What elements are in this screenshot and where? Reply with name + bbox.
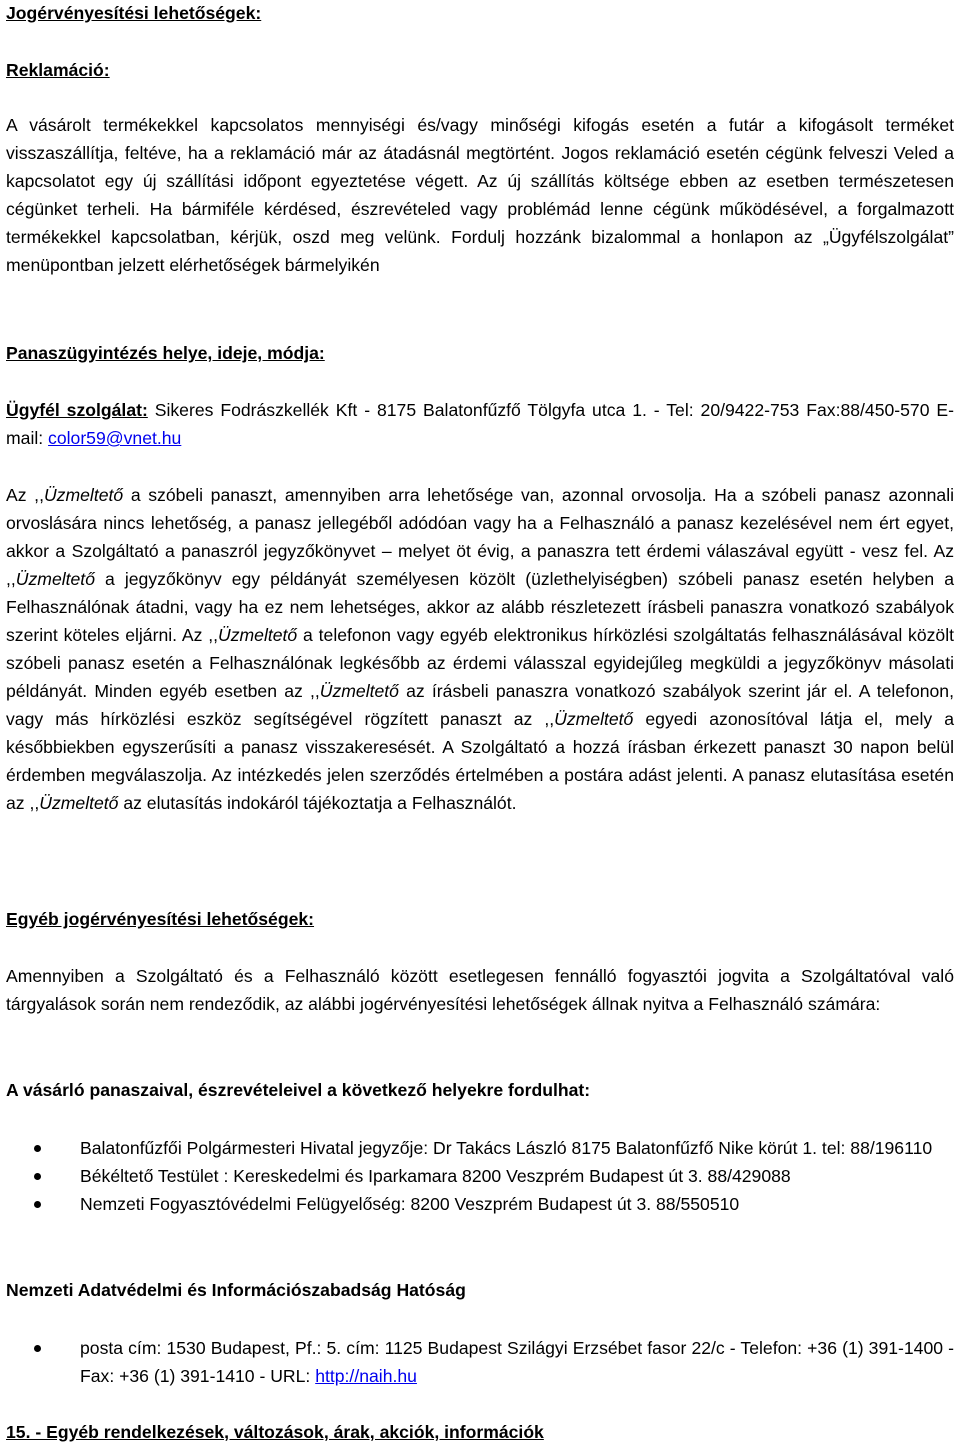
uzemelteto-term: Üzmeltető bbox=[554, 709, 634, 729]
list-item-text: Békéltető Testület : Kereskedelmi és Iparkamara 8200 Veszprém Budapest út 3. 88/429088 bbox=[80, 1166, 791, 1186]
heading-jogervenyesites: Jogérvényesítési lehetőségek: bbox=[6, 3, 262, 23]
paragraph-uzemelteto bbox=[6, 481, 954, 817]
uzemelteto-term: Üzmeltető bbox=[319, 681, 399, 701]
paragraph-reklamacio: A vásárolt termékekkel kapcsolatos mennyiségi és/vagy minőségi kifogás esetén a futár a kifogásolt terméket visszaszállítja, feltéve, ha a reklamáció már az átadásnál megtörtént. Jogos reklamáció esetén cégünk felveszi Veled a kapcsolatot egy új szállítási időpont egyeztetése végett. Az új szállítás költsége ebben az esetben természetesen cégünket terheli. Ha bármiféle kérdésed, észrevételed vagy problémád lenne cégünk működésével, a forgalmazott termékekkel kapcsolatban, kérjük, oszd meg velünk. Fordulj hozzánk bizalommal a honlapon az „Ügyfélszolgálat” menüpontban jelzett elérhetőségek bármelyikén bbox=[6, 115, 954, 275]
text-segment: a jegyzőkönyv egy példányát személyesen közölt (üzlethelyiségben) szóbeli panasz esetén helyben a Felhasználónak átadni, vagy ha ez nem lehetséges, akkor az alább részletezett írásbeli panaszra vonatkozó szabályok szerint köteles eljárni. Az ,, bbox=[6, 569, 954, 645]
text-segment: egyedi azonosítóval látja el, mely a későbbiekben egyszerűsíti a panasz visszakeresését. A Szolgáltató a hozzá írásban érkezett panaszt 30 napon belül érdemben megválaszolja. Az intézkedés jelen szerződés értelmében a postára adást jelenti. A panasz elutasítása esetén az ,, bbox=[6, 709, 954, 813]
uzemelteto-term: Üzmeltető bbox=[218, 625, 298, 645]
naih-url-link[interactable]: http://naih.hu bbox=[315, 1366, 417, 1386]
list-item bbox=[6, 1190, 954, 1218]
text-segment: Az ,, bbox=[6, 485, 44, 505]
list-naih bbox=[6, 1334, 954, 1390]
naih-contact-text: posta cím: 1530 Budapest, Pf.: 5. cím: 1125 Budapest Szilágyi Erzsébet fasor 22/c - Telefon: +36 (1) 391-1400 - Fax: +36 (1) 391-1410 - URL: bbox=[80, 1338, 954, 1386]
bullet-icon bbox=[34, 1173, 41, 1180]
list-panasz-helyek bbox=[6, 1134, 954, 1218]
bullet-icon bbox=[34, 1201, 41, 1208]
heading-egyeb-jogervenyesites: Egyéb jogérvényesítési lehetőségek: bbox=[6, 909, 315, 929]
bullet-icon bbox=[34, 1345, 41, 1352]
text-segment: a telefonon vagy egyéb elektronikus hírközlési szolgáltatás felhasználásával közölt szóbeli panasz esetén a Felhasználónak legkésőbb az érdemi válasszal egyidejűleg megküldi a jegyzőkönyv másolati példányát. Minden egyéb esetben az ,, bbox=[6, 625, 955, 701]
list-item-text: Nemzeti Fogyasztóvédelmi Felügyelőség: 8200 Veszprém Budapest út 3. 88/550510 bbox=[80, 1194, 740, 1214]
uzemelteto-term: Üzmeltető bbox=[43, 485, 124, 505]
uzemelteto-term: Üzmeltető bbox=[15, 569, 95, 589]
heading-reklamacio: Reklamáció: bbox=[6, 60, 110, 80]
list-item bbox=[6, 1134, 954, 1162]
list-item bbox=[6, 1162, 954, 1190]
list-item bbox=[6, 1334, 954, 1390]
list-item-text: Balatonfűzfői Polgármesteri Hivatal jegyzője: Dr Takács László 8175 Balatonfűzfő Nike körút 1. tel: 88/196110 bbox=[80, 1138, 933, 1158]
uzemelteto-term: Üzmeltető bbox=[39, 793, 119, 813]
paragraph-ugyfelszolgalat bbox=[6, 396, 954, 452]
heading-naih: Nemzeti Adatvédelmi és Információszabadság Hatóság bbox=[6, 1280, 466, 1300]
paragraph-egyeb: Amennyiben a Szolgáltató és a Felhasználó között esetlegesen fennálló fogyasztói jogvita a Szolgáltatóval való tárgyalások során nem rendeződik, az alábbi jogérvényesítési lehetőségek állnak nyitva a Felhasználó számára: bbox=[6, 966, 954, 1014]
ugyfelszolgalat-label: Ügyfél szolgálat: bbox=[6, 400, 148, 420]
text-segment: az írásbeli panaszra vonatkozó szabályok szerint jár el. A telefonon, vagy más hírközlési eszköz segítségével rögzített panaszt az ,, bbox=[6, 681, 954, 729]
heading-vasarlo-panasz: A vásárló panaszaival, észrevételeivel a következő helyekre fordulhat: bbox=[6, 1080, 591, 1100]
heading-section-15: 15. - Egyéb rendelkezések, változások, árak, akciók, információk bbox=[6, 1422, 544, 1442]
bullet-icon bbox=[34, 1145, 41, 1152]
email-link[interactable]: color59@vnet.hu bbox=[48, 428, 182, 448]
text-segment: az elutasítás indokáról tájékoztatja a Felhasználót. bbox=[118, 793, 517, 813]
heading-panaszugyintezes: Panaszügyintézés helye, ideje, módja: bbox=[6, 343, 325, 363]
ugyfelszolgalat-text: Sikeres Fodrászkellék Kft - 8175 Balatonfűzfő Tölgyfa utca 1. - Tel: 20/9422-753 Fax:88/450-570 E-mail: bbox=[6, 400, 955, 448]
text-segment: a szóbeli panaszt, amennyiben arra lehetősége van, azonnal orvosolja. Ha a szóbeli panasz azonnali orvoslására nincs lehetőség, a panasz jellegéből adódóan vagy ha a Felhasználó a panasz kezelésével nem ért egyet, akkor a Szolgáltató a panaszról jegyzőkönyvet – melyet öt évig, a panaszra tett érdemi válaszával együtt - vesz fel. Az ,, bbox=[6, 485, 955, 589]
